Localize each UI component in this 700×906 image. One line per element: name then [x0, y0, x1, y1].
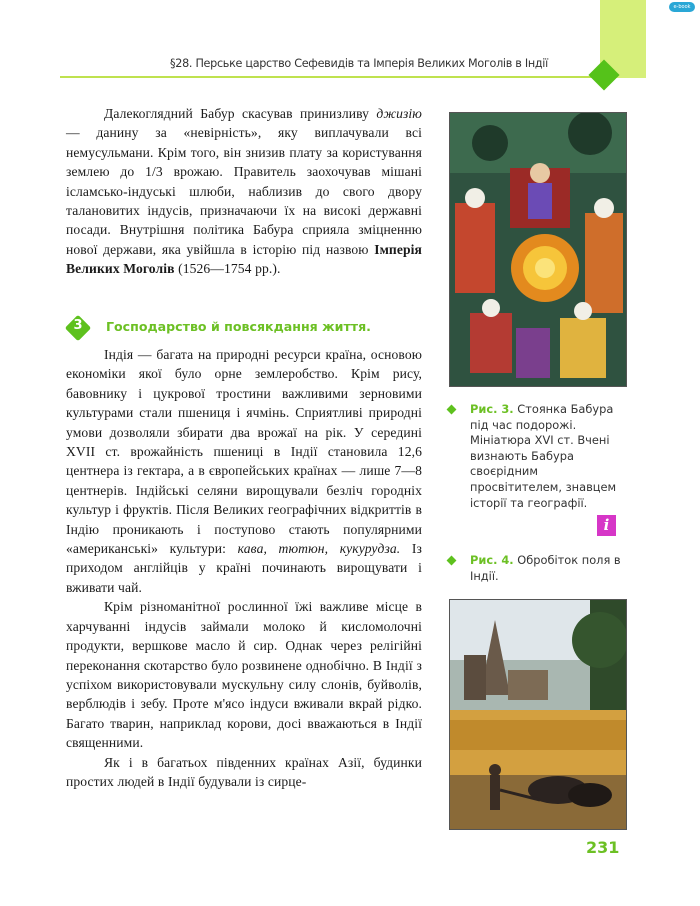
figure-4-caption-text: Обробіток поля в Індії. [470, 553, 621, 583]
paragraph-3-text: Крім різноманітної рослинної їжі важливе місце в харчуванні індусів займали молоко й кисломолочні продукти, вершкове масло й сир. Однак через релігійні переконання скотарство було розвинене однобічно. В Індії з успіхом використовували мускульну силу слонів, буйволів, верблюдів і зебу. Проте м'ясо індуси вживали вкрай рідко. Багато тварин, наприклад корови, досі вважаються в Індії священними. [66, 599, 422, 751]
figure-3-caption [448, 402, 628, 511]
caption-bullet-icon [447, 405, 457, 415]
header-rule [60, 76, 600, 78]
caption-bullet-icon [447, 556, 457, 566]
miniature-illustration [450, 113, 626, 386]
section-number: 3 [73, 318, 83, 333]
figure-4-caption [448, 553, 628, 584]
paragraph-1 [66, 104, 422, 279]
section-title: Господарство й повсякдання життя. [106, 319, 371, 334]
paragraph-2 [66, 345, 422, 791]
paragraph-4-text: Як і в багатьох південних країнах Азії, будинки простих людей в Індії будували із сирце- [66, 754, 422, 789]
paragraph-2-text: Індія — багата на природні ресурси країна, основою економіки якої було орне землеробство. Крім рису, бавовнику і цукрової тростини важливими зерновими культурами стали пшениця і ячмінь. Сприятливі природні умови дозволяли збирати два врожаї на рік. У середині XVII ст. врожайність пшениці в Індії становила 12,6 центнера із гектара, а в європейських країнах — лише 7—8 центнерів. Індійські селяни вирощували безліч городніх культур і фруктів. Після Великих географічних відкриттів в Індію проникають і поступово стають популярними «американські» культури: кава, тютюн, кукурудза. Із приходом англійців у країні починають вирощувати і вживати чай. [66, 347, 422, 595]
figure-3-caption-text: Стоянка Бабура під час подорожі. Мініатюра XVI ст. Вчені визнають Бабура своєрідним просвітителем, знавцем історії та географії. [470, 402, 617, 510]
figure-4-photo [449, 599, 627, 830]
figure-4-label: Рис. 4. [470, 553, 514, 567]
section-heading [66, 316, 426, 340]
field-photo-illustration [450, 600, 626, 829]
running-title: §28. Перське царство Сефевидів та Імперія Великих Моголів в Індії [170, 57, 548, 70]
paragraph-1-text: Далекоглядний Бабур скасував принизливу джизію — данину за «невірність», яку виплачували всі немусульмани. Крім того, він знизив плату за користування землею до 1/3 врожаю. Правитель заохочував мішані ісламсько-індуські шлюби, наблизив до свого двору талановитих індусів, призначаючи їх на високі державні посади. Внутрішня політика Бабура сприяла зміцненню нової держави, яка увійшла в історію під назвою Імперія Великих Моголів (1526—1754 рр.). [66, 106, 422, 277]
ebook-badge[interactable]: e-book [669, 2, 695, 12]
page-number: 231 [586, 838, 620, 857]
figure-3-label: Рис. 3. [470, 402, 514, 416]
info-icon[interactable]: i [597, 515, 616, 536]
figure-3-miniature [449, 112, 627, 387]
